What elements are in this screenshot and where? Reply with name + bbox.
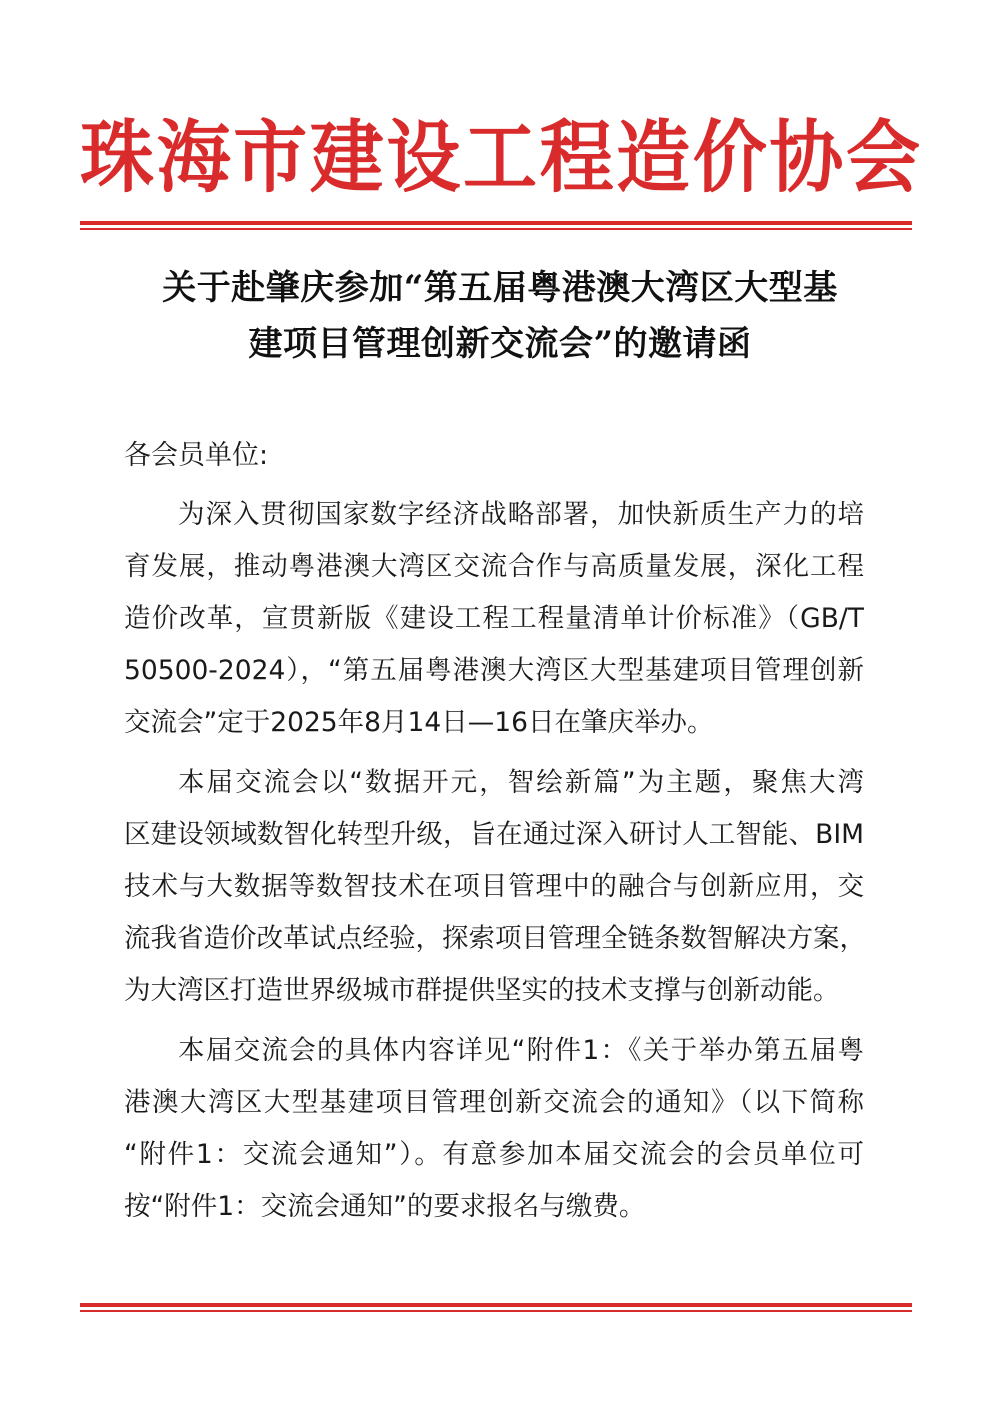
document-title-line-2: 建项目管理创新交流会”的邀请函 [248, 324, 752, 364]
letterhead-char: 价 [692, 112, 767, 204]
letterhead-char: 工 [462, 112, 537, 204]
footer-divider [80, 1303, 912, 1312]
letterhead-char: 协 [769, 112, 844, 204]
paragraph-line: 50500-2024），“第五届粤港澳大湾区大型基建项目管理创新 [124, 655, 864, 686]
letterhead-char: 造 [616, 112, 691, 204]
letterhead-divider [80, 221, 912, 230]
paragraph-line: 技术与大数据等数智技术在项目管理中的融合与创新应用，交 [124, 871, 864, 902]
salutation: 各会员单位: [124, 440, 269, 471]
paragraph-line: 造价改革，宣贯新版《建设工程工程量清单计价标准》（GB/T [124, 603, 864, 634]
paragraph-line: 本届交流会的具体内容详见“附件1：《关于举办第五届粤 [178, 1035, 864, 1066]
paragraph-line: 区建设领域数智化转型升级，旨在通过深入研讨人工智能、BIM [124, 819, 864, 850]
body-paragraph-3 [124, 1025, 864, 1233]
letterhead-org-name [80, 108, 920, 208]
body-paragraph-2 [124, 757, 864, 1017]
letterhead-char: 海 [156, 112, 231, 204]
letterhead-char: 会 [845, 112, 920, 204]
paragraph-line: 为大湾区打造世界级城市群提供坚实的技术支撑与创新动能。 [124, 975, 840, 1006]
paragraph-line: 流我省造价改革试点经验，探索项目管理全链条数智解决方案， [124, 923, 866, 954]
body-paragraph-1 [124, 489, 864, 749]
paragraph-line: “附件1：交流会通知”）。有意参加本届交流会的会员单位可 [124, 1139, 864, 1170]
letterhead-char: 程 [539, 112, 614, 204]
paragraph-line: 为深入贯彻国家数字经济战略部署，加快新质生产力的培 [178, 499, 864, 530]
paragraph-line: 育发展，推动粤港澳大湾区交流合作与高质量发展，深化工程 [124, 551, 864, 582]
paragraph-line: 本届交流会以“数据开元，智绘新篇”为主题，聚焦大湾 [178, 767, 864, 798]
letterhead-char: 设 [386, 112, 461, 204]
paragraph-line: 按“附件1：交流会通知”的要求报名与缴费。 [124, 1191, 646, 1222]
paragraph-line: 港澳大湾区大型基建项目管理创新交流会的通知》（以下简称 [124, 1087, 864, 1118]
document-title-line-1: 关于赴肇庆参加“第五届粤港澳大湾区大型基 [162, 268, 838, 308]
letterhead-char: 市 [233, 112, 308, 204]
paragraph-line: 交流会”定于2025年8月14日—16日在肇庆举办。 [124, 707, 714, 738]
letterhead-char: 珠 [80, 112, 154, 204]
letterhead-char: 建 [309, 112, 384, 204]
